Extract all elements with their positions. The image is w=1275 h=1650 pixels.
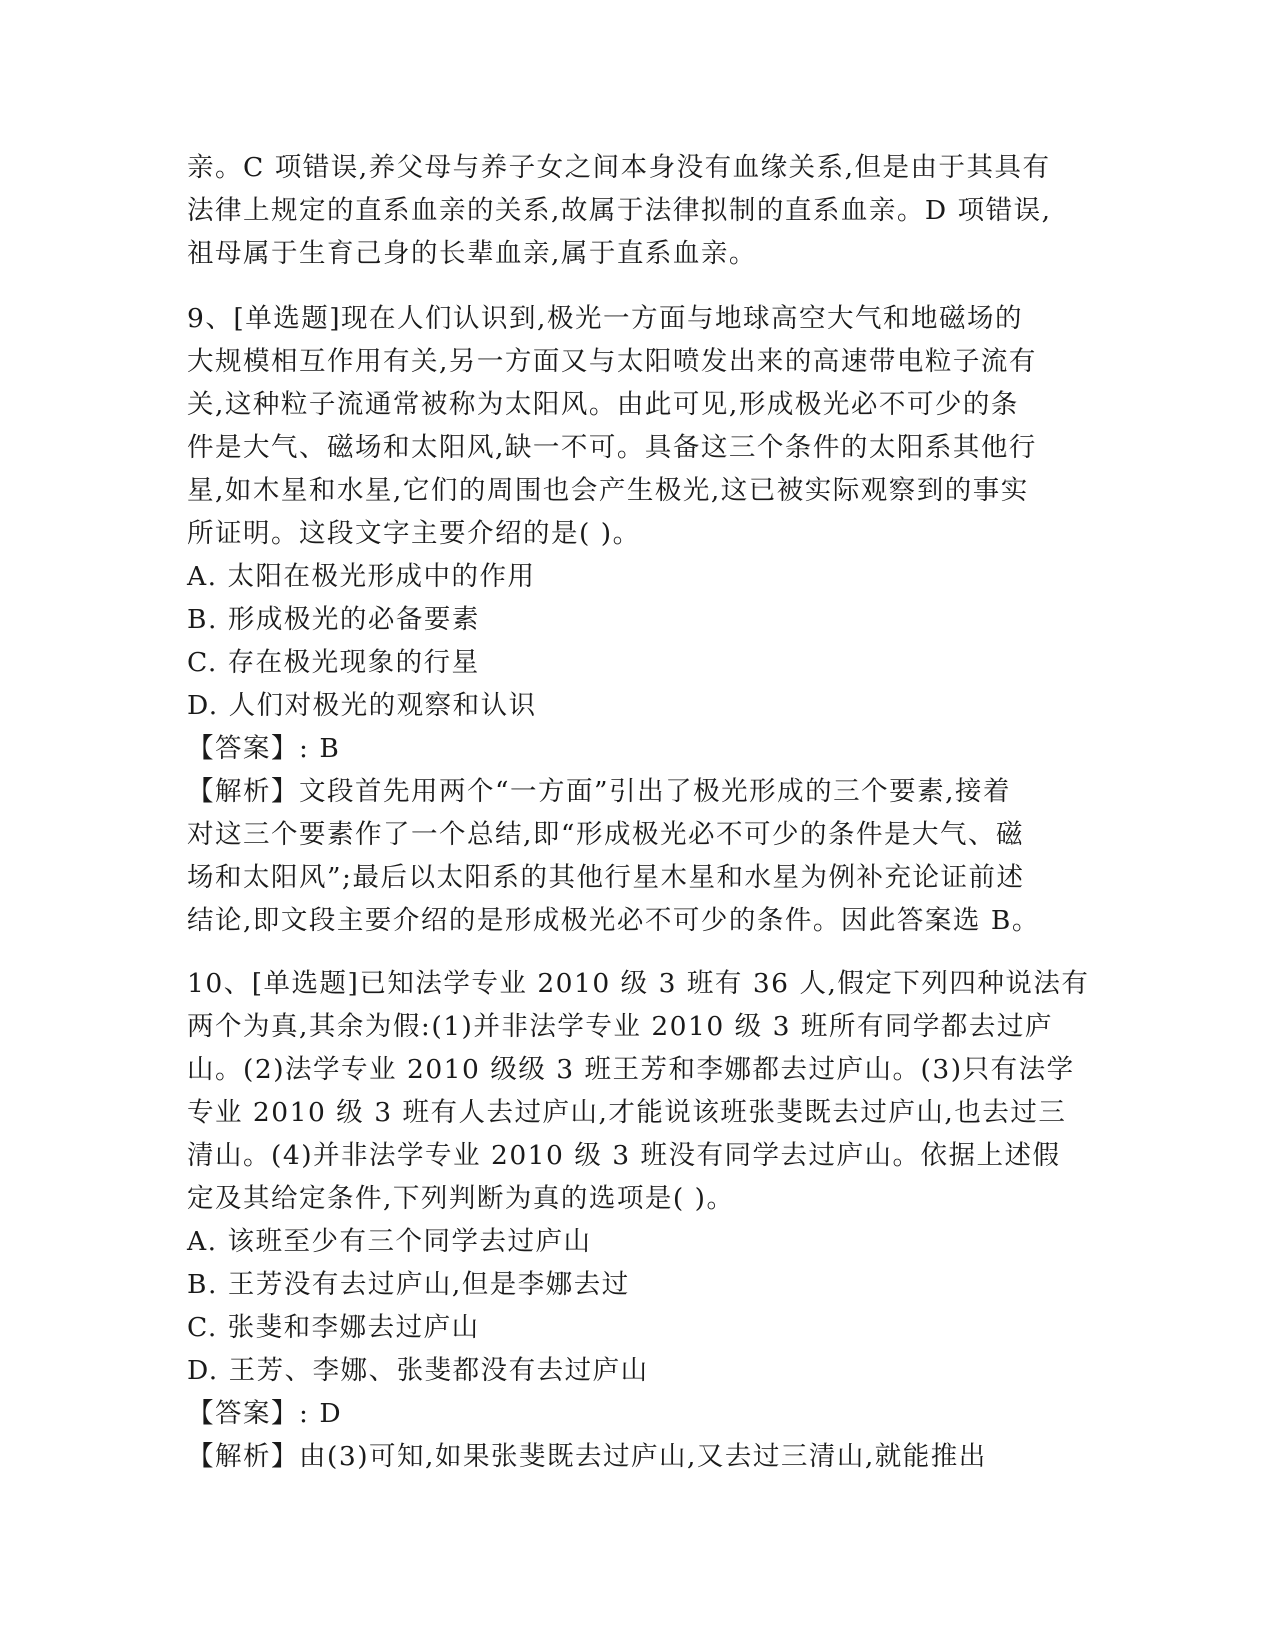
question-9-stem (187, 297, 1087, 555)
question-10-options (187, 1220, 1087, 1392)
question-10-answer: 【答案】: D (187, 1398, 343, 1429)
option-c: C. 张斐和李娜去过庐山 (187, 1312, 480, 1343)
question-9-answer: 【答案】: B (187, 733, 341, 764)
text-line: 两个为真,其余为假:(1)并非法学专业 2010 级 3 班所有同学都去过庐 (187, 1011, 1053, 1042)
option-d: D. 王芳、李娜、张斐都没有去过庐山 (187, 1355, 649, 1386)
text-line: 定及其给定条件,下列判断为真的选项是( )。 (187, 1183, 735, 1214)
text-line: 10、[单选题]已知法学专业 2010 级 3 班有 36 人,假定下列四种说法有 (187, 968, 1090, 999)
question-10-stem (187, 962, 1090, 1220)
paragraph-gap (187, 942, 1087, 962)
text-line: 法律上规定的直系血亲的关系,故属于法律拟制的直系血亲。D 项错误, (187, 195, 1052, 226)
question-9-analysis (187, 770, 1087, 942)
text-line: 对这三个要素作了一个总结,即“形成极光必不可少的条件是大气、磁 (187, 819, 1024, 850)
text-line: 【解析】文段首先用两个“一方面”引出了极光形成的三个要素,接着 (187, 776, 1012, 807)
text-line: 结论,即文段主要介绍的是形成极光必不可少的条件。因此答案选 B。 (187, 905, 1040, 936)
question-10-analysis (187, 1435, 1087, 1478)
text-line: 祖母属于生育己身的长辈血亲,属于直系血亲。 (187, 238, 757, 269)
paragraph-gap (187, 275, 1087, 297)
question-9-options (187, 555, 1087, 727)
text-line: 【解析】由(3)可知,如果张斐既去过庐山,又去过三清山,就能推出 (187, 1441, 987, 1472)
text-line: 清山。(4)并非法学专业 2010 级 3 班没有同学去过庐山。依据上述假 (187, 1140, 1061, 1171)
text-line: 星,如木星和水星,它们的周围也会产生极光,这已被实际观察到的事实 (187, 475, 1029, 506)
text-line: 所证明。这段文字主要介绍的是( )。 (187, 518, 641, 549)
option-a: A. 该班至少有三个同学去过庐山 (187, 1226, 592, 1257)
option-a: A. 太阳在极光形成中的作用 (187, 561, 536, 592)
text-line: 亲。C 项错误,养父母与养子女之间本身没有血缘关系,但是由于其具有 (187, 152, 1051, 183)
previous-analysis-continuation (187, 146, 1087, 275)
text-line: 9、[单选题]现在人们认识到,极光一方面与地球高空大气和地磁场的 (187, 303, 1023, 334)
document-page (187, 146, 1090, 1478)
option-b: B. 王芳没有去过庐山,但是李娜去过 (187, 1269, 630, 1300)
text-line: 专业 2010 级 3 班有人去过庐山,才能说该班张斐既去过庐山,也去过三 (187, 1097, 1067, 1128)
text-line: 山。(2)法学专业 2010 级级 3 班王芳和李娜都去过庐山。(3)只有法学 (187, 1054, 1075, 1085)
text-line: 场和太阳风”;最后以太阳系的其他行星木星和水星为例补充论证前述 (187, 862, 1025, 893)
option-c: C. 存在极光现象的行星 (187, 647, 480, 678)
question-9 (187, 297, 1087, 942)
option-b: B. 形成极光的必备要素 (187, 604, 480, 635)
text-line: 大规模相互作用有关,另一方面又与太阳喷发出来的高速带电粒子流有 (187, 346, 1037, 377)
text-line: 关,这种粒子流通常被称为太阳风。由此可见,形成极光必不可少的条 (187, 389, 1019, 420)
text-line: 件是大气、磁场和太阳风,缺一不可。具备这三个条件的太阳系其他行 (187, 432, 1037, 463)
option-d: D. 人们对极光的观察和认识 (187, 690, 537, 721)
question-10 (187, 962, 1090, 1478)
